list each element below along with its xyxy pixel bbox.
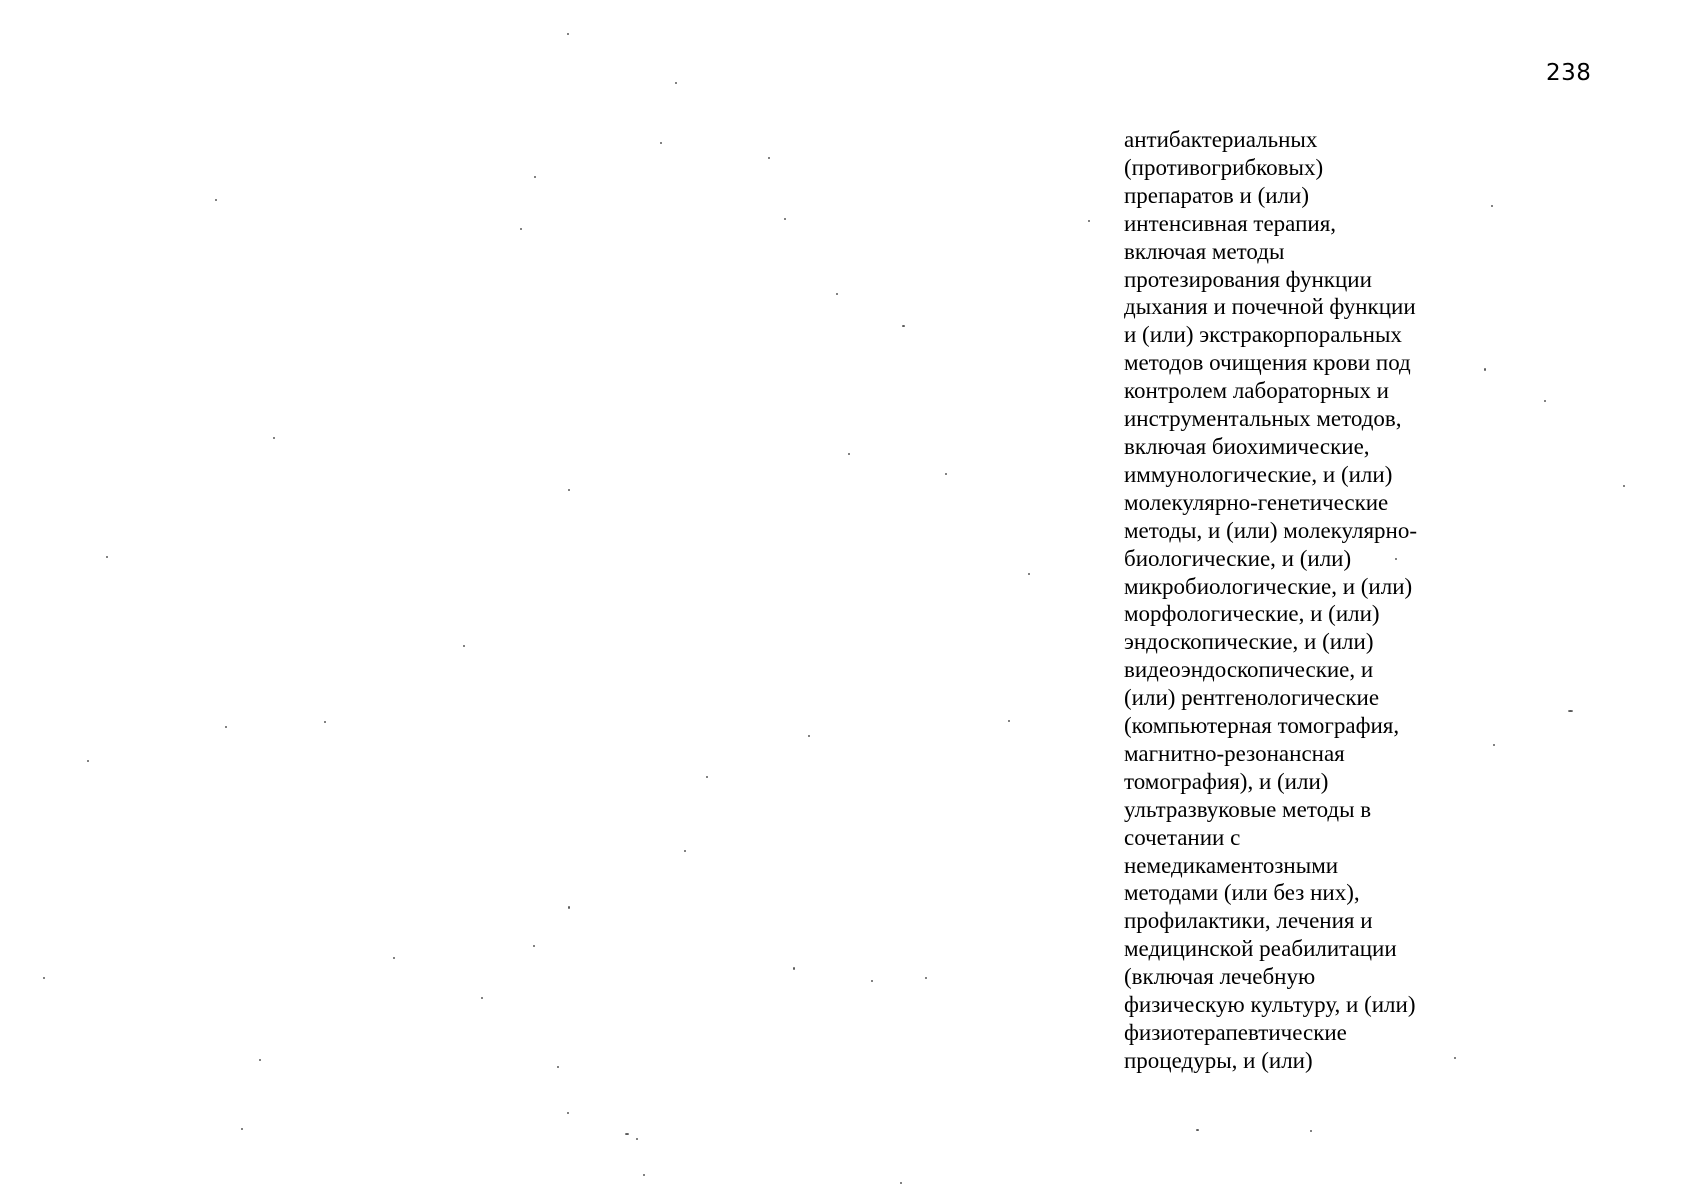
text-line: протезирования функции bbox=[1124, 266, 1372, 292]
scan-speck bbox=[43, 977, 45, 979]
scan-speck bbox=[393, 957, 395, 959]
scan-speck bbox=[1395, 558, 1397, 560]
text-line: сочетании с bbox=[1124, 824, 1241, 850]
text-line: профилактики, лечения и bbox=[1124, 908, 1373, 934]
text-line: процедуры, и (или) bbox=[1124, 1047, 1313, 1073]
scan-speck bbox=[324, 721, 326, 723]
text-column bbox=[1124, 126, 1464, 1075]
scan-speck bbox=[568, 489, 570, 491]
scan-speck bbox=[1484, 368, 1486, 371]
text-line: томография), и (или) bbox=[1124, 768, 1329, 794]
scan-speck bbox=[568, 906, 570, 909]
scan-speck bbox=[836, 293, 838, 295]
text-line: физиотерапевтические bbox=[1124, 1020, 1347, 1045]
scan-speck bbox=[533, 945, 535, 947]
text-line: медицинской реабилитации bbox=[1124, 936, 1397, 962]
scan-speck bbox=[87, 760, 89, 762]
scan-speck bbox=[1028, 573, 1030, 575]
scan-speck bbox=[625, 1133, 629, 1135]
text-line: включая методы bbox=[1124, 238, 1285, 264]
scan-speck bbox=[1196, 1129, 1199, 1131]
text-line: антибактериальных bbox=[1124, 127, 1318, 152]
page-number: 238 bbox=[1546, 60, 1592, 86]
text-line: видеоэндоскопические, и bbox=[1124, 657, 1374, 683]
text-line: методов очищения крови под bbox=[1124, 350, 1411, 376]
scan-speck bbox=[1493, 744, 1495, 746]
scan-speck bbox=[808, 735, 810, 737]
scan-speck bbox=[1088, 220, 1090, 222]
text-line: методами (или без них), bbox=[1124, 880, 1360, 906]
scan-speck bbox=[463, 645, 465, 647]
scan-speck bbox=[1008, 720, 1010, 722]
scan-speck bbox=[675, 82, 677, 84]
scan-speck bbox=[900, 1182, 902, 1184]
scan-speck bbox=[225, 726, 227, 728]
text-line: физическую культуру, и (или) bbox=[1124, 992, 1416, 1018]
text-line: молекулярно-генетические bbox=[1124, 489, 1389, 515]
scan-speck bbox=[1310, 1130, 1312, 1132]
scan-speck bbox=[534, 176, 536, 178]
scan-speck bbox=[557, 1066, 559, 1068]
text-line: магнитно-резонансная bbox=[1124, 740, 1345, 766]
scan-speck bbox=[273, 437, 275, 439]
text-line: (или) рентгенологические bbox=[1124, 685, 1380, 711]
scan-speck bbox=[925, 977, 927, 979]
scan-speck bbox=[768, 157, 770, 159]
scan-speck bbox=[481, 997, 483, 999]
text-line: препаратов и (или) bbox=[1124, 182, 1309, 208]
text-line: (включая лечебную bbox=[1124, 964, 1316, 990]
text-line: включая биохимические, bbox=[1124, 433, 1370, 459]
text-line: (компьютерная томография, bbox=[1124, 713, 1400, 739]
text-line: немедикаментозными bbox=[1124, 852, 1339, 878]
scan-speck bbox=[902, 325, 905, 327]
scan-speck bbox=[784, 218, 786, 220]
scan-speck bbox=[1454, 1057, 1456, 1059]
scan-speck bbox=[636, 1138, 638, 1140]
text-line: микробиологические, и (или) bbox=[1124, 573, 1413, 599]
scan-speck bbox=[706, 776, 708, 778]
text-line: биологические, и (или) bbox=[1124, 545, 1352, 571]
text-line: дыхания и почечной функции bbox=[1124, 294, 1416, 320]
scan-speck bbox=[1568, 710, 1573, 712]
text-line: морфологические, и (или) bbox=[1124, 601, 1380, 627]
scan-speck bbox=[567, 33, 569, 35]
scan-speck bbox=[793, 967, 795, 970]
scan-speck bbox=[241, 1128, 243, 1130]
scan-speck bbox=[520, 228, 522, 230]
text-line: методы, и (или) молекулярно- bbox=[1124, 517, 1418, 543]
scan-speck bbox=[106, 556, 108, 558]
text-line: ультразвуковые методы в bbox=[1124, 796, 1372, 822]
text-line: иммунологические, и (или) bbox=[1124, 461, 1393, 487]
scan-speck bbox=[567, 1112, 569, 1114]
scan-speck bbox=[1491, 205, 1493, 207]
scan-speck bbox=[643, 1174, 645, 1176]
scan-speck bbox=[1544, 400, 1546, 402]
text-line: контролем лабораторных и bbox=[1124, 378, 1389, 404]
scan-speck bbox=[684, 850, 686, 852]
text-line: интенсивная терапия, bbox=[1124, 210, 1337, 236]
scan-speck bbox=[259, 1059, 261, 1061]
scan-speck bbox=[848, 453, 850, 455]
text-line: эндоскопические, и (или) bbox=[1124, 629, 1374, 655]
scan-speck bbox=[660, 142, 662, 144]
text-line: и (или) экстракорпоральных bbox=[1124, 322, 1402, 348]
text-line: инструментальных методов, bbox=[1124, 406, 1402, 432]
scan-speck bbox=[215, 199, 217, 201]
scan-speck bbox=[871, 980, 873, 982]
text-line: (противогрибковых) bbox=[1124, 154, 1324, 180]
scan-speck bbox=[945, 473, 947, 475]
scan-speck bbox=[1623, 485, 1625, 487]
